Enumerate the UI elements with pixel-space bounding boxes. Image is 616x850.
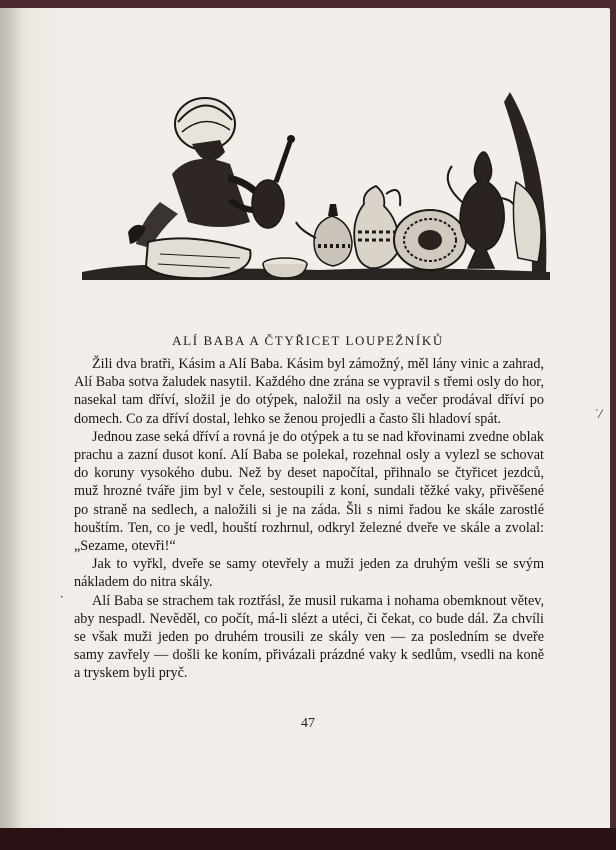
teapot [296,204,352,266]
paragraph: Jednou zase seká dříví a rovná je do otýpek a tu se nad křovinami zvedne oblak prachu a zazní dusot koní. Alí Baba se polekal, rozehnal osly a vylezl se schovat do koruny vysokého dubu. Než by deset napočítal, přihnalo se čtyřicet jezdců, muž hrozné tváře jim byl v čele, sestoupili z koní, sundali těžké vaky, přivěšené po straně na sedlech, a naložili si je na záda. Šli s nimi řadou ke skále zarostlé houštím. Ten, co je vedl, houští rozhrnul, odkryl železné dveře ve skále a zvolal: „Sezame, otevři!“ [74,428,544,555]
paragraph: Jak to vyřkl, dveře se samy otevřely a muži jeden za druhým vešli se svým nákladem do nitra skály. [74,556,544,591]
ornamental-tray [394,210,466,270]
paragraph: Žili dva bratři, Kásim a Alí Baba. Kásim byl zámožný, měl lány vinic a zahrad, Alí Baba sotva žaludek nasytil. Každého dne zrána se vypravil s třemi osly do hor, nasekal tam dříví, složil je do otýpek, naložil na osly a večer prodával dříví po domech. Co za dříví dostal, lehko se ženou projedli a často šli hladoví spát. [74,356,544,427]
spine-shadow [0,8,22,832]
chapter-text [74,355,544,683]
margin-mark: ˙⁄ [594,408,602,421]
bowl [263,258,307,278]
water-jug [354,186,400,268]
chapter-illustration [80,82,555,292]
lute-instrument [252,135,295,228]
chapter-title: ALÍ BABA A ČTYŘICET LOUPEŽNÍKŮ [172,333,444,348]
page-edge [0,828,616,850]
leaning-shield [504,92,546,274]
page-number: 47 [301,716,315,731]
paragraph: Alí Baba se strachem tak roztřásl, že musil rukama i nohama obemknout větev, aby nespadl. Nevěděl, co počít, má-li slézt a utéci, či čekat, co bude dál. Za chvíli se však muži jeden po druhém trousili ze skály ven — za posledním se dveře samy zavřely — došli ke koním, přivázali prázdné vaky k sedlům, vsedli na koně a tryskem byli pryč. [74,592,544,682]
margin-mark: · [60,590,64,604]
musician-figure [128,98,265,278]
